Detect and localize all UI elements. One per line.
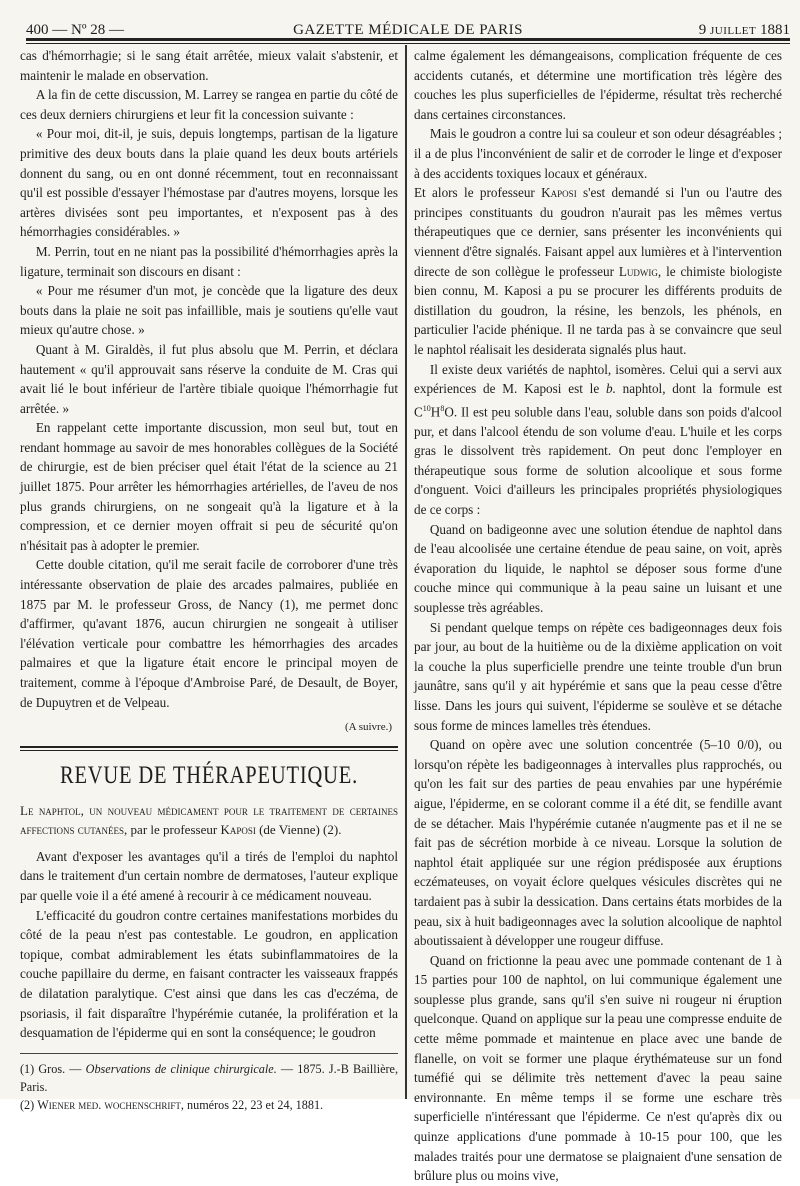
paragraph: Si pendant quelque temps on répète ces badigeonnages deux fois par jour, au bout de la huitième ou de la dixième application on voit la couche la plus superficielle prendre une teinte trouble d'un brun jaunâtre, sans qu'il y ait hypérémie et sans que la peau cesse d'être lisse. Dans les jours qui suivent, l'épiderme se soulève et se détache sous forme de minces lamelles très étendues. [414, 619, 782, 733]
paragraph: Mais le goudron a contre lui sa couleur et son odeur désagréables ; il a de plus l'inconvénient de salir et de corroder le linge et d'exposer à des accidents toxiques locaux et généraux. [414, 126, 782, 181]
paragraph: L'efficacité du goudron contre certaines manifestations morbides du côté de la peau n'est pas contestable. Le goudron, en application topique, combat admirablement les états subinflammatoires de la couche papillaire du derme, en faisant contracter les vaisseaux frappés de dilatation paralytique. C'est ainsi que dans les cas d'eczéma, de psoriasis, il fait disparaître l'hypérémie cutanée, la prolifération et la desquamation de l'épiderme qui en sont la conséquence; le goudron [20, 907, 398, 1041]
section-title: REVUE DE THÉRAPEUTIQUE. [59, 761, 359, 789]
left-column [20, 46, 398, 1114]
paragraph: Quand on frictionne la peau avec une pommade contenant de 1 à 15 parties pour 100 de naphtol, on lui communique également une souplesse plus grande, sans qu'il s'en suive ni rougeur ni éruption quelconque. Quand on applique sur la peau une compresse enduite de cette même pommade et maintenue en place avec une bande de flanelle, on voit se former une plaque érythémateuse sur un fond tuméfié qui se délimite très nettement d'avec la peau saine environnante. En même temps il se forme une eschare très superficielle n'intéressant que l'épiderme. Ce n'est qu'après dix ou quinze applications d'une pommade à 10-15 pour 100, que les malades traités pour une dermatose se plaignaient d'une sensation de brûlure plus ou moins vive, [414, 952, 782, 1184]
paragraph: Il existe deux variétés de naphtol, isomères. Celui qui a servi aux expériences de M. Kaposi est le b. naphtol, dont la formule est $C^{10}H^8O$. Il est peu soluble dans l'eau, soluble dans son poids d'alcool pur, et dans l'alcool étendu de son volume d'eau. L'huile et les corps gras le dissolvent très rapidement. On peut donc l'employer en thérapeutique sous forme de solution alcoolique et sous forme d'onguent. Voici d'ailleurs les principales propriétés physiologiques de ce corps : [414, 361, 783, 518]
to-be-continued: (A suivre.) [344, 721, 392, 734]
journal-title: GAZETTE MÉDICALE DE PARIS [293, 22, 523, 38]
quote-paragraph: « Pour me résumer d'un mot, je concède que la ligature des deux bouts dans la plaie ne soit pas infaillible, mais je soutiens qu'elle vaut mieux qu'autre chose. » [20, 283, 398, 338]
paragraph: cas d'hémorrhagie; si le sang était arrêtée, mieux valait s'abstenir, et maintenir le malade en observation. [20, 48, 398, 83]
paragraph: Avant d'exposer les avantages qu'il a tirés de l'emploi du naphtol dans le traitement d'un certain nombre de dermatoses, l'auteur explique par quelle voie il a été amené à recourir à ce médicament nouveau. [20, 848, 398, 903]
article-subtitle: Le naphtol, un nouveau médicament pour le traitement de certaines affections cutanées, par le professeur Kaposi (de Vienne) (2). [20, 802, 398, 837]
page-header [26, 0, 790, 38]
page-number: 400 — Nº 28 — [26, 22, 124, 38]
header-rule-thin [26, 43, 790, 44]
header-rule [26, 38, 790, 41]
paragraph: calme également les démangeaisons, complication fréquente de ces accidents cutanés, et détermine une mortification très légère des couches les plus superficielles de l'épiderme, résultat très recherché dans certaines circonstances. [414, 48, 782, 122]
paragraph: Quant à M. Giraldès, il fut plus absolu que M. Perrin, et déclara hautement « qu'il approuvait sans réserve la conduite de M. Cras qui avait lié le bout inférieur de l'artère tibiale quoique l'hémorrhagie fut arrêtée. » [20, 341, 398, 416]
paragraph: En rappelant cette importante discussion, mon seul but, tout en rendant hommage au savoir de mes honorables collègues de la Société de chirurgie, est de bien préciser quel était l'état de la science au 21 juillet 1875. Pour arrêter les hémorrhagies artérielles, de l'aveu de nos plus grands chirurgiens, on ne songeait qu'à la ligature et à la compression, et ce dernier moyen offrait si peu de sécurité qu'on n'hésitait pas à adopter le premier. [20, 420, 398, 553]
paragraph: Et alors le professeur Kaposi s'est demandé si l'un ou l'autre des principes constituants du goudron n'aurait pas les mêmes vertus thérapeutiques que ce dernier, sans présenter les inconvénients qui viennent d'être signalés. Faisant appel aux lumières et à l'intervention directe de son collègue le professeur Ludwig, le chimiste biologiste bien connu, M. Kaposi a pu se procurer les différents produits de distillation du goudron, la résine, les benzols, les phénols, en particulier l'acide phénique. Il ne tarda pas à se convaincre que seul le naphtol réalisait les desiderata signalés plus haut. [414, 185, 782, 357]
column-divider [405, 45, 407, 1099]
paragraph: Cette double citation, qu'il me serait facile de corroborer d'une très intéressante observation de plaie des arcades palmaires, publiée en 1875 par M. le professeur Gross, de Nancy (1), me permet donc d'affirmer, qu'avant 1876, aucun chirurgien ne songeait à utiliser l'élévation verticale pour combattre les hémorrhagies des arcades palmaires et que la ligature était encore le principal moyen de traitement, comme à l'époque d'Ambroise Paré, de Desault, de Boyer, de Dupuytren et de Velpeau. [20, 557, 398, 710]
paragraph: A la fin de cette discussion, M. Larrey se rangea en partie du côté de ces deux derniers chirurgiens et leur fit la concession suivante : [20, 87, 398, 122]
section-rule [20, 746, 398, 748]
section-rule-thin [20, 750, 398, 751]
paragraph: Quand on badigeonne avec une solution étendue de naphtol dans de l'eau alcoolisée une certaine étendue de peau saine, on voit, après évaporation du liquide, le naphtol se déposer sous forme d'une couche mince qui communique à la peau saine un luisant et une souplesse très agréables. [414, 521, 782, 616]
quote-paragraph: « Pour moi, dit-il, je suis, depuis longtemps, partisan de la ligature primitive des deux bouts dans la plaie quand les deux bouts artériels donnent du sang, ou en ont donné récemment, tout en reconnaissant qu'il est possible d'essayer l'hémostase par d'autres moyens, lorsque les artères divisées sont peu importantes, et n'exposent pas à des hémorrhagies considérables. » [20, 126, 398, 240]
footnote-1: (1) Gros. — Observations de clinique chirurgicale. — 1875. J.-B Baillière, Paris. [20, 1061, 399, 1094]
paragraph: M. Perrin, tout en ne niant pas la possibilité d'hémorrhagies après la ligature, terminait son discours en disant : [20, 243, 398, 279]
footnote-2: (2) Wiener med. wochenschrift, numéros 22, 23 et 24, 1881. [20, 1097, 324, 1112]
paragraph: Quand on opère avec une solution concentrée (5–10 0/0), ou lorsqu'on répète les badigeonnages à intervalles plus rapprochés, ou qu'on les fait sur des parties de peau envahies par une hypérémie aigue, l'épiderme, en se colorant comme il a été dit, se fendille avant de se détacher. Mais l'hypérémie cutanée n'augmente pas et il ne se fait pas de sécrétion morbide à ce niveau. Lorsque la solution de naphtol était appliquée sur une région prédisposée aux éruptions eczémateuses, on voyait éclore quelques vésicules discrètes qui ne tardaient pas à subir la dessication. Dans certains états morbides de la peau, six à huit badigeonnages avec la solution alcoolique de naphtol aboutissaient à développer une rougeur diffuse. [414, 737, 782, 949]
right-column [414, 46, 782, 1186]
footnote-separator [20, 1053, 398, 1054]
issue-date: 9 JUILLET 1881 [698, 22, 790, 38]
